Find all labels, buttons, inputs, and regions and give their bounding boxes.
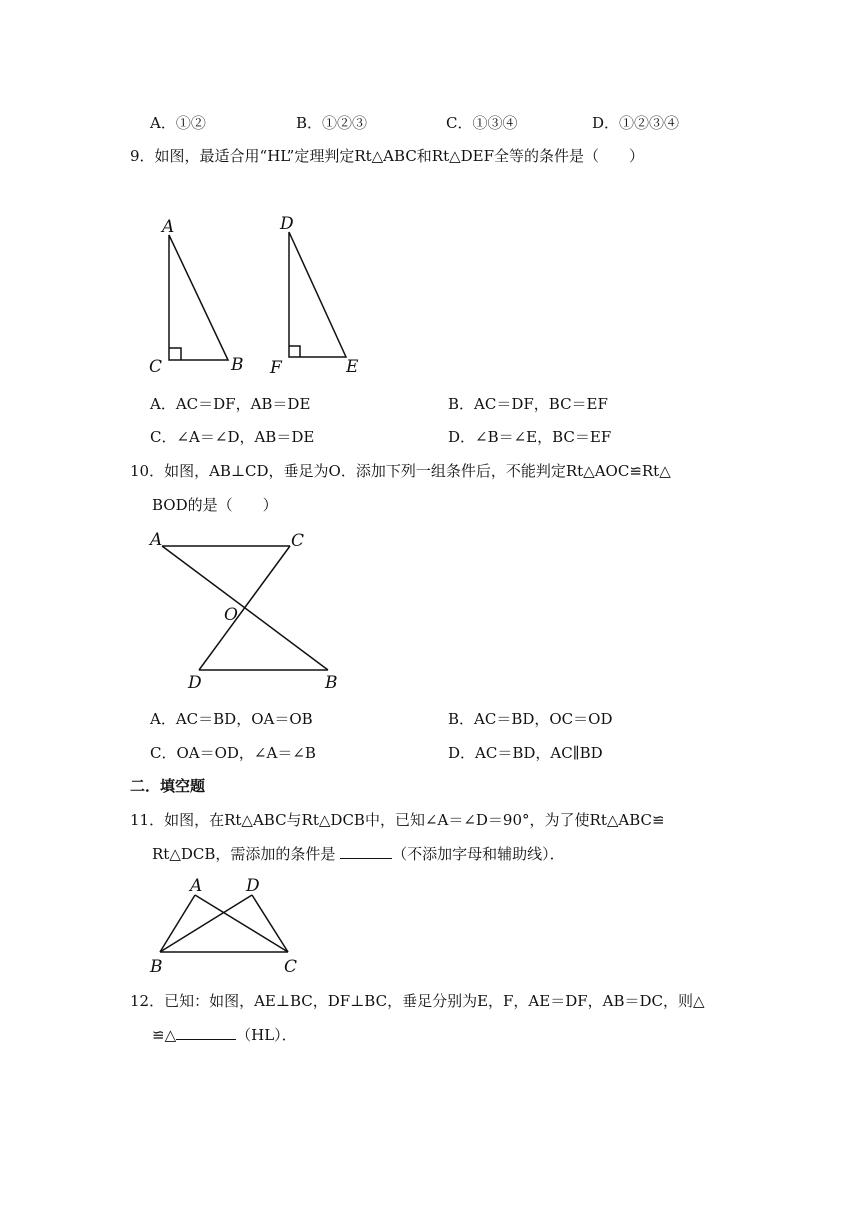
- segment-dc: [252, 895, 288, 952]
- q12-answer-blank[interactable]: [176, 1024, 236, 1040]
- label-A: A: [150, 530, 163, 550]
- q10-option-d: D．AC＝BD，AC∥BD: [448, 744, 603, 762]
- q8-option-c: C．①③④: [446, 114, 518, 132]
- label-D: D: [188, 673, 202, 693]
- q9-option-b: B．AC＝DF，BC＝EF: [448, 395, 608, 413]
- q10-option-c: C．OA＝OD，∠A＝∠B: [150, 744, 316, 762]
- q8-option-d: D．①②③④: [592, 114, 680, 132]
- segment-bd: [160, 895, 252, 952]
- q9-stem: 9．如图，最适合用“HL”定理判定Rt△ABC和Rt△DEF全等的条件是（ ）: [130, 147, 645, 165]
- segment-ac: [195, 895, 288, 952]
- label-B: B: [150, 957, 163, 977]
- label-C: C: [284, 957, 298, 977]
- q10-option-b: B．AC＝BD，OC＝OD: [448, 710, 613, 728]
- label-B: B: [231, 355, 244, 375]
- label-E: E: [346, 357, 359, 377]
- label-C: C: [291, 531, 305, 551]
- label-C: C: [149, 357, 163, 377]
- section-heading: 二．填空题: [130, 777, 206, 795]
- q10-stem-line1: 10．如图，AB⊥CD，垂足为O．添加下列一组条件后，不能判定Rt△AOC≌Rt△: [130, 462, 671, 480]
- segment-ba: [160, 895, 195, 952]
- q12-line2-suffix: （HL）．: [236, 1026, 297, 1044]
- q10-option-a: A．AC＝BD，OA＝OB: [150, 710, 313, 728]
- label-D: D: [280, 214, 294, 234]
- q11-line2-text: Rt△DCB，需添加的条件是: [152, 845, 341, 863]
- q8-option-a: A．①②: [150, 114, 206, 132]
- label-O: O: [224, 605, 238, 625]
- q9-option-d: D．∠B＝∠E，BC＝EF: [448, 428, 612, 446]
- q12-line2-text: ≌△: [152, 1026, 177, 1044]
- q9-option-c: C．∠A＝∠D，AB＝DE: [150, 428, 315, 446]
- q11-line1: 11．如图，在Rt△ABC与Rt△DCB中，已知∠A＝∠D＝90°，为了使Rt△ABC≌: [130, 811, 665, 829]
- q12-line2: [152, 1024, 297, 1046]
- q10-stem-line2: BOD的是（ ）: [152, 496, 278, 514]
- q9-option-a: A．AC＝DF，AB＝DE: [150, 395, 311, 413]
- q12-line1: 12．已知：如图，AE⊥BC，DF⊥BC，垂足分别为E，F，AE＝DF，AB＝DC，则△: [130, 992, 705, 1010]
- label-A: A: [162, 217, 175, 237]
- label-D: D: [246, 876, 260, 896]
- label-F: F: [270, 358, 282, 378]
- label-B: B: [325, 673, 338, 693]
- label-A: A: [190, 876, 203, 896]
- q11-line2-suffix: （不添加字母和辅助线）．: [392, 845, 565, 863]
- q8-option-b: B．①②③: [296, 114, 368, 132]
